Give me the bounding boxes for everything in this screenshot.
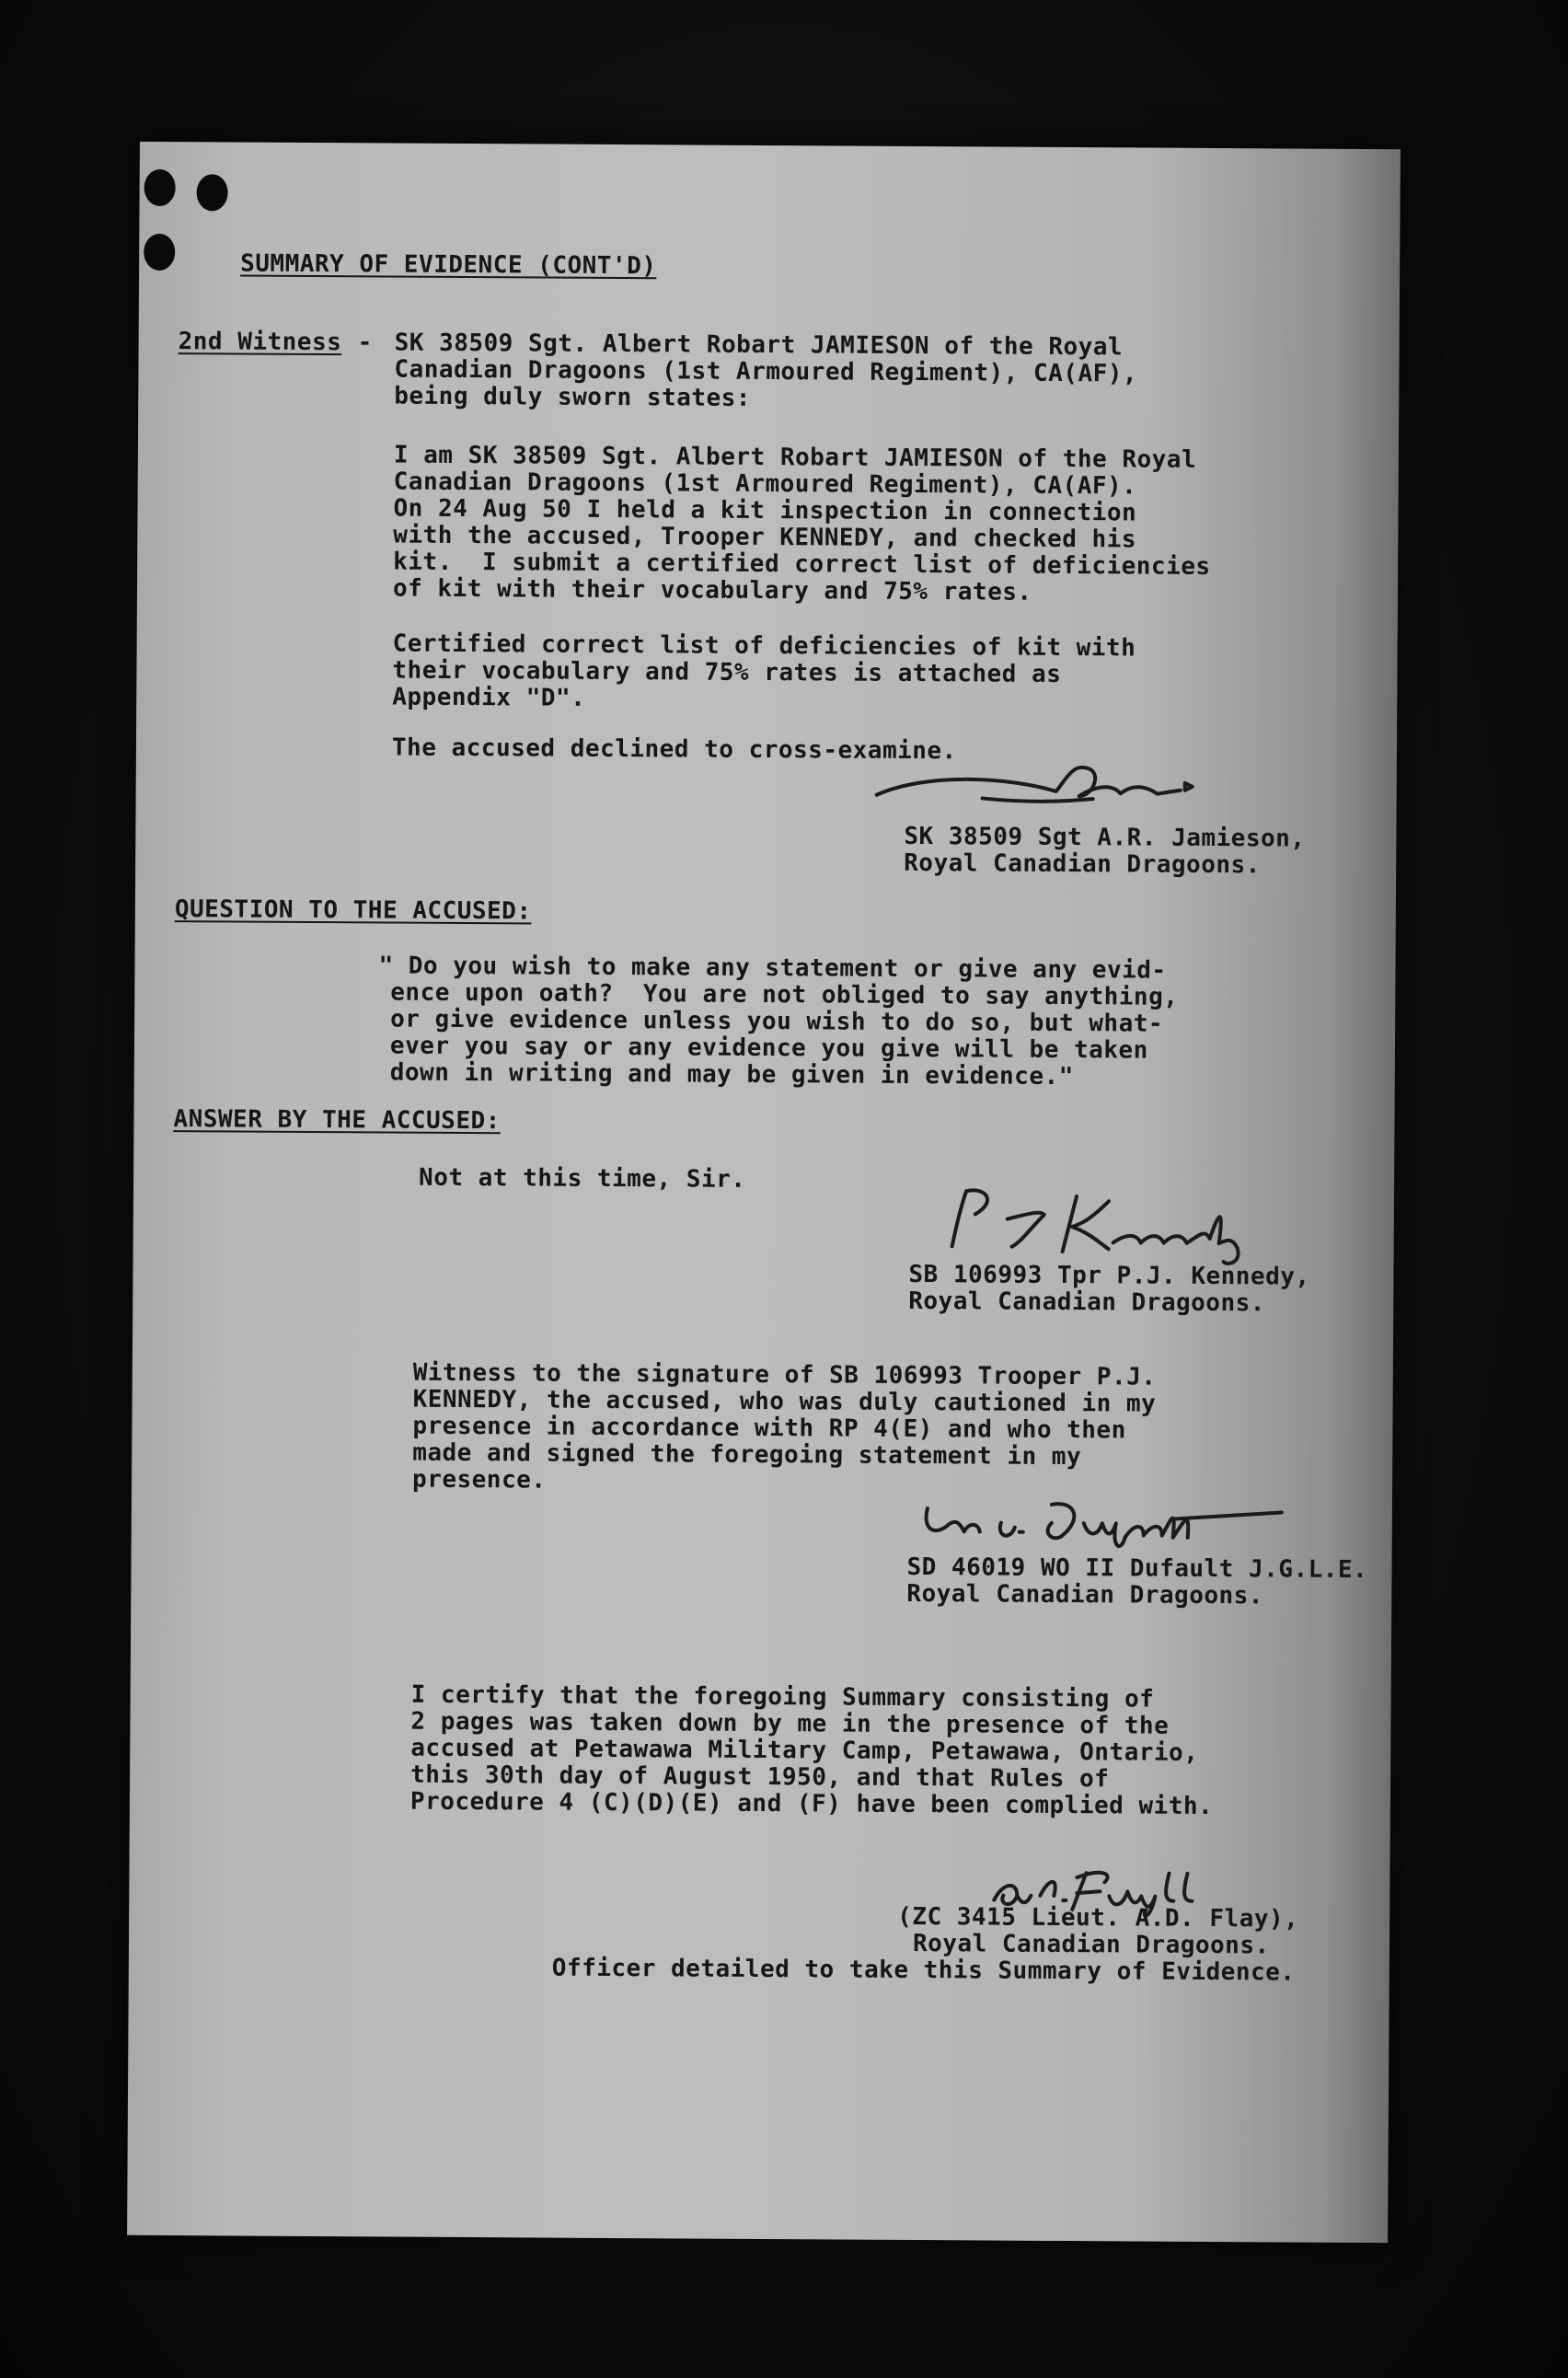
- punch-hole: [197, 174, 228, 211]
- witness-signature-line: KENNEDY, the accused, who was duly cautioned in my: [412, 1385, 1157, 1418]
- statement-line: with the accused, Trooper KENNEDY, and checked his: [393, 521, 1137, 554]
- question-label: QUESTION TO THE ACCUSED:: [174, 895, 532, 926]
- kennedy-signature-line: Royal Canadian Dragoons.: [908, 1287, 1266, 1318]
- punch-hole: [144, 234, 175, 271]
- witness-intro-line: Canadian Dragoons (1st Armoured Regiment), CA(AF),: [394, 355, 1138, 388]
- witness-dash: -: [357, 329, 373, 357]
- certified-line: Certified correct list of deficiencies of kit with: [392, 629, 1136, 663]
- witness-intro-line: SK 38509 Sgt. Albert Robart JAMIESON of the Royal: [394, 329, 1124, 362]
- punch-hole: [144, 169, 176, 206]
- kennedy-signature: [925, 1182, 1275, 1266]
- dufault-signature-line: Royal Canadian Dragoons.: [906, 1579, 1264, 1610]
- dufault-signature: [914, 1481, 1300, 1557]
- witness-signature-line: made and signed the foregoing statement in my: [412, 1438, 1082, 1472]
- witness-label: 2nd Witness: [178, 328, 342, 357]
- witness-intro-line: being duly sworn states:: [394, 382, 752, 412]
- document-page: [127, 142, 1401, 2243]
- declined-line: The accused declined to cross-examine.: [391, 733, 957, 766]
- answer-text: Not at this time, Sir.: [418, 1163, 746, 1194]
- kennedy-signature-line: SB 106993 Tpr P.J. Kennedy,: [908, 1260, 1310, 1291]
- jamieson-signature-line: Royal Canadian Dragoons.: [904, 848, 1261, 880]
- witness-signature-line: Witness to the signature of SB 106993 Trooper P.J.: [412, 1358, 1157, 1391]
- question-line: or give evidence unless you wish to do so, but what-: [390, 1005, 1164, 1038]
- statement-line: On 24 Aug 50 I held a kit inspection in connection: [393, 494, 1137, 527]
- certify-line: this 30th day of August 1950, and that Rules of: [410, 1760, 1110, 1794]
- question-line: ence upon oath? You are not obliged to say anything,: [390, 978, 1179, 1011]
- certify-line: I certify that the foregoing Summary consisting of: [410, 1680, 1155, 1714]
- certify-line: Procedure 4 (C)(D)(E) and (F) have been complied with.: [409, 1787, 1214, 1820]
- statement-line: I am SK 38509 Sgt. Albert Robart JAMIESON of the Royal: [393, 441, 1197, 474]
- witness-signature-line: presence in accordance with RP 4(E) and who then: [412, 1412, 1126, 1445]
- question-line: " Do you wish to make any statement or give any evid-: [378, 952, 1167, 985]
- flay-signature-line: Officer detailed to take this Summary of Evidence.: [551, 1954, 1296, 1987]
- flay-signature-line: (ZC 3415 Lieut. A.D. Flay),: [897, 1902, 1299, 1934]
- flay-signature-line: Royal Canadian Dragoons.: [912, 1930, 1270, 1960]
- certified-line: their vocabulary and 75% rates is attached as: [392, 656, 1062, 688]
- certify-line: 2 pages was taken down by me in the presence of the: [410, 1707, 1170, 1740]
- certified-line: Appendix "D".: [392, 683, 586, 712]
- statement-line: Canadian Dragoons (1st Armoured Regiment), CA(AF).: [393, 468, 1137, 501]
- question-line: down in writing and may be given in evidence.": [389, 1058, 1074, 1091]
- question-line: ever you say or any evidence you give will be taken: [389, 1032, 1148, 1065]
- jamieson-signature-line: SK 38509 Sgt A.R. Jamieson,: [904, 822, 1306, 853]
- jamieson-signature: [871, 754, 1203, 829]
- heading: SUMMARY OF EVIDENCE (CONT'D): [240, 249, 657, 281]
- witness-signature-line: presence.: [411, 1465, 547, 1495]
- certify-line: accused at Petawawa Military Camp, Petawawa, Ontario,: [410, 1734, 1199, 1767]
- statement-line: kit. I submit a certified correct list of deficiencies: [393, 548, 1211, 581]
- dufault-signature-line: SD 46019 WO II Dufault J.G.L.E.: [906, 1553, 1368, 1585]
- answer-label: ANSWER BY THE ACCUSED:: [173, 1105, 501, 1136]
- statement-line: of kit with their vocabulary and 75% rates.: [392, 574, 1032, 606]
